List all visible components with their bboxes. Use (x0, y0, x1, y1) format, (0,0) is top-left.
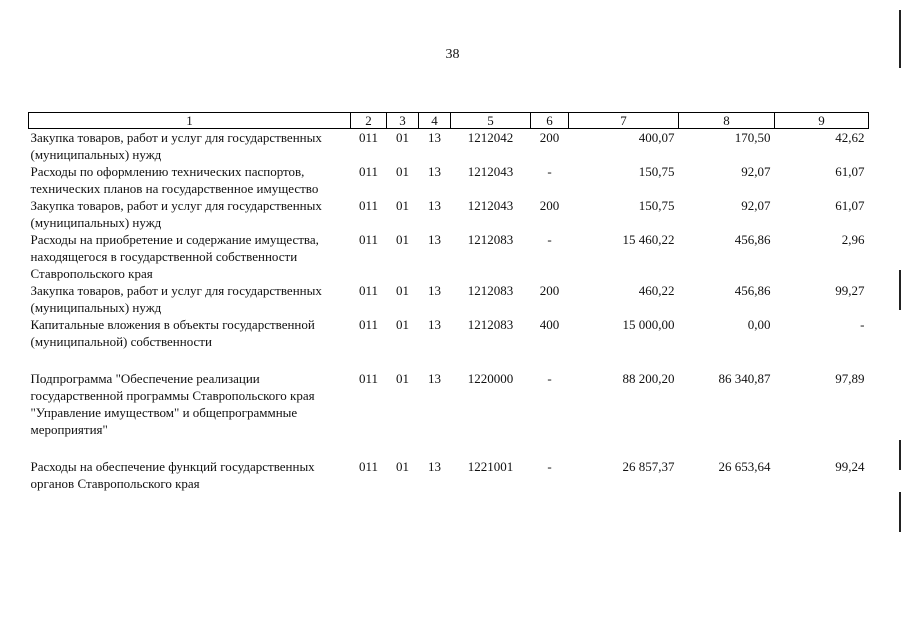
ministry-code: 011 (358, 130, 379, 145)
row-spacer (29, 438, 869, 458)
subsection-code: 13 (428, 459, 441, 474)
planned-amount: 15 460,22 (622, 232, 675, 247)
execution-percent: 99,27 (835, 283, 865, 298)
column-header: 3 (387, 113, 419, 129)
executed-amount: 92,07 (741, 198, 771, 213)
table-row (29, 458, 869, 492)
execution-percent: 61,07 (835, 164, 865, 179)
ministry-code: 011 (358, 283, 379, 298)
executed-amount: 26 653,64 (718, 459, 771, 474)
target-article-code: 1221001 (467, 459, 514, 474)
subsection-code: 13 (428, 371, 441, 386)
scan-edge-mark (899, 440, 901, 470)
planned-amount: 150,75 (638, 164, 675, 179)
table-row (29, 231, 869, 282)
ministry-code: 011 (358, 317, 379, 332)
column-header: 9 (775, 113, 869, 129)
executed-amount: 92,07 (741, 164, 771, 179)
table-row (29, 316, 869, 350)
target-article-code: 1212043 (467, 198, 514, 213)
expense-type-code: - (547, 459, 552, 474)
subsection-code: 13 (428, 283, 441, 298)
section-code: 01 (396, 232, 409, 247)
planned-amount: 400,07 (638, 130, 675, 145)
executed-amount: 0,00 (747, 317, 771, 332)
column-header: 6 (531, 113, 569, 129)
section-code: 01 (396, 317, 409, 332)
ministry-code: 011 (358, 371, 379, 386)
row-description: Закупка товаров, работ и услуг для государственных (муниципальных) нужд (30, 283, 322, 315)
ministry-code: 011 (358, 164, 379, 179)
execution-percent: 2,96 (841, 232, 865, 247)
expense-type-code: - (547, 371, 552, 386)
ministry-code: 011 (358, 232, 379, 247)
ministry-code: 011 (358, 459, 379, 474)
planned-amount: 460,22 (638, 283, 675, 298)
column-number-row (29, 113, 869, 129)
section-code: 01 (396, 371, 409, 386)
target-article-code: 1212043 (467, 164, 514, 179)
row-spacer (29, 350, 869, 370)
execution-percent: 97,89 (835, 371, 865, 386)
row-description: Расходы по оформлению технических паспортов, технических планов на государственное имущество (30, 164, 319, 196)
subsection-code: 13 (428, 317, 441, 332)
table-row (29, 282, 869, 316)
column-header: 2 (351, 113, 387, 129)
expense-type-code: 200 (539, 130, 560, 145)
planned-amount: 88 200,20 (622, 371, 675, 386)
column-header: 4 (419, 113, 451, 129)
subsection-code: 13 (428, 232, 441, 247)
table-row (29, 370, 869, 438)
subsection-code: 13 (428, 198, 441, 213)
section-code: 01 (396, 198, 409, 213)
expense-type-code: 400 (539, 317, 560, 332)
row-description: Подпрограмма "Обеспечение реализации государственной программы Ставропольского края "Управление имуществом" и общепрограммные мероприятия" (30, 371, 315, 437)
expense-type-code: - (547, 164, 552, 179)
planned-amount: 15 000,00 (622, 317, 675, 332)
expense-type-code: - (547, 232, 552, 247)
planned-amount: 150,75 (638, 198, 675, 213)
row-description: Расходы на приобретение и содержание имущества, находящегося в государственной собственности Ставропольского края (30, 232, 319, 281)
executed-amount: 86 340,87 (718, 371, 771, 386)
subsection-code: 13 (428, 164, 441, 179)
scan-edge-mark (899, 270, 901, 310)
scan-edge-mark (899, 10, 901, 68)
target-article-code: 1212083 (467, 317, 514, 332)
target-article-code: 1212083 (467, 283, 514, 298)
execution-percent: - (860, 317, 865, 332)
column-header: 7 (569, 113, 679, 129)
column-header: 8 (679, 113, 775, 129)
ministry-code: 011 (358, 198, 379, 213)
executed-amount: 456,86 (734, 232, 771, 247)
expense-type-code: 200 (539, 198, 560, 213)
executed-amount: 456,86 (734, 283, 771, 298)
execution-percent: 61,07 (835, 198, 865, 213)
budget-table (28, 112, 869, 492)
expense-type-code: 200 (539, 283, 560, 298)
row-description: Закупка товаров, работ и услуг для государственных (муниципальных) нужд (30, 130, 322, 162)
planned-amount: 26 857,37 (622, 459, 675, 474)
execution-percent: 42,62 (835, 130, 865, 145)
column-header: 5 (451, 113, 531, 129)
page-number: 38 (445, 47, 460, 62)
executed-amount: 170,50 (734, 130, 771, 145)
execution-percent: 99,24 (835, 459, 865, 474)
subsection-code: 13 (428, 130, 441, 145)
table-row (29, 197, 869, 231)
target-article-code: 1220000 (467, 371, 514, 386)
scan-edge-mark (899, 492, 901, 532)
row-description: Расходы на обеспечение функций государственных органов Ставропольского края (30, 459, 315, 491)
target-article-code: 1212083 (467, 232, 514, 247)
section-code: 01 (396, 164, 409, 179)
row-description: Капитальные вложения в объекты государственной (муниципальной) собственности (30, 317, 315, 349)
target-article-code: 1212042 (467, 130, 514, 145)
section-code: 01 (396, 459, 409, 474)
table-row (29, 163, 869, 197)
row-description: Закупка товаров, работ и услуг для государственных (муниципальных) нужд (30, 198, 322, 230)
table-row (29, 129, 869, 164)
column-header: 1 (29, 113, 351, 129)
section-code: 01 (396, 130, 409, 145)
section-code: 01 (396, 283, 409, 298)
